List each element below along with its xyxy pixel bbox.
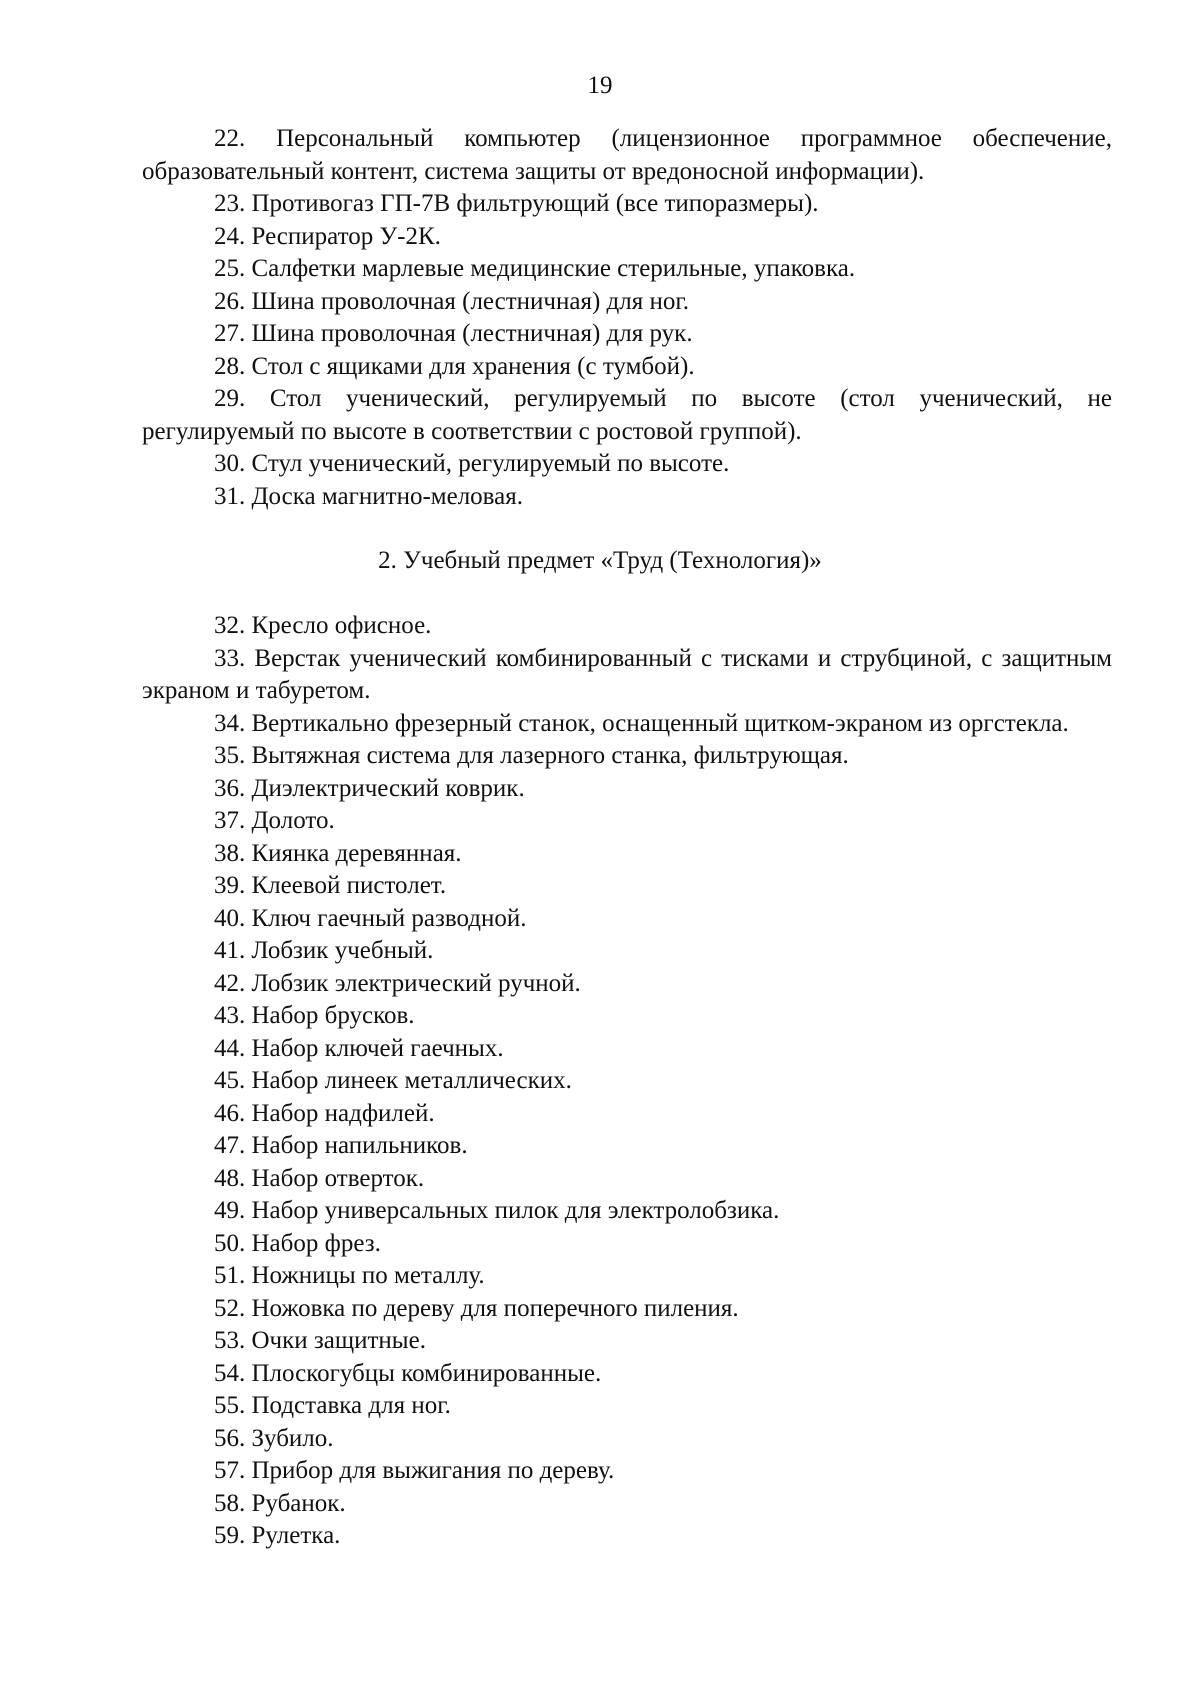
list-item: 51. Ножницы по металлу. xyxy=(214,1262,485,1289)
list-item: 32. Кресло офисное. xyxy=(214,612,432,639)
list-item: 44. Набор ключей гаечных. xyxy=(214,1034,504,1062)
list-item: 38. Киянка деревянная. xyxy=(214,839,462,867)
list-item: 45. Набор линеек металлических. xyxy=(214,1067,572,1094)
list-item: 55. Подставка для ног. xyxy=(214,1392,451,1419)
page-number: 19 xyxy=(587,72,613,99)
list-item: 39. Клеевой пистолет. xyxy=(214,872,447,899)
list-item: 26. Шина проволочная (лестничная) для ног. xyxy=(214,287,690,315)
list-item: 34. Вертикально фрезерный станок, оснащенный щитком-экраном из оргстекла. xyxy=(214,709,1069,737)
list-item: 48. Набор отверток. xyxy=(214,1164,425,1192)
list-item: 47. Набор напильников. xyxy=(214,1132,468,1159)
list-item: 33. Верстак ученический комбинированный с тисками и струбциной, с защитным экраном и табуретом. xyxy=(142,644,1112,704)
list-item: 27. Шина проволочная (лестничная) для рук. xyxy=(214,320,693,347)
list-item: 28. Стол с ящиками для хранения (с тумбой). xyxy=(214,352,695,380)
equipment-list-bottom xyxy=(142,610,1112,1553)
list-item: 29. Стол ученический, регулируемый по высоте (стол ученический, не регулируемый по высоте в соответствии с ростовой группой). xyxy=(142,385,1112,445)
list-item: 22. Персональный компьютер (лицензионное программное обеспечение, образовательный контент, система защиты от вредоносной информации). xyxy=(142,125,1112,185)
list-item: 24. Респиратор У-2К. xyxy=(214,222,441,250)
list-item: 46. Набор надфилей. xyxy=(214,1099,435,1127)
list-item: 25. Салфетки марлевые медицинские стерильные, упаковка. xyxy=(214,255,856,282)
equipment-list-top xyxy=(142,123,1112,513)
list-item: 49. Набор универсальных пилок для электролобзика. xyxy=(214,1197,780,1224)
list-item: 43. Набор брусков. xyxy=(214,1002,415,1029)
list-item: 35. Вытяжная система для лазерного станка, фильтрующая. xyxy=(214,742,849,769)
list-item: 42. Лобзик электрический ручной. xyxy=(214,969,581,997)
list-item: 54. Плоскогубцы комбинированные. xyxy=(214,1359,602,1387)
section-heading: 2. Учебный предмет «Труд (Технология)» xyxy=(378,547,822,574)
list-item: 37. Долото. xyxy=(214,807,335,834)
list-item: 30. Стул ученический, регулируемый по высоте. xyxy=(214,450,730,477)
list-item: 41. Лобзик учебный. xyxy=(214,937,434,964)
list-item: 50. Набор фрез. xyxy=(214,1229,381,1257)
list-item: 52. Ножовка по дереву для поперечного пиления. xyxy=(214,1294,739,1322)
list-item: 23. Противогаз ГП-7В фильтрующий (все типоразмеры). xyxy=(214,190,819,217)
list-item: 56. Зубило. xyxy=(214,1424,334,1452)
list-item: 59. Рулетка. xyxy=(214,1522,341,1549)
list-item: 58. Рубанок. xyxy=(214,1489,346,1517)
list-item: 31. Доска магнитно-меловая. xyxy=(214,482,523,510)
list-item: 57. Прибор для выжигания по дереву. xyxy=(214,1457,615,1484)
list-item: 36. Диэлектрический коврик. xyxy=(214,774,525,802)
list-item: 40. Ключ гаечный разводной. xyxy=(214,904,527,932)
list-item: 53. Очки защитные. xyxy=(214,1327,426,1354)
